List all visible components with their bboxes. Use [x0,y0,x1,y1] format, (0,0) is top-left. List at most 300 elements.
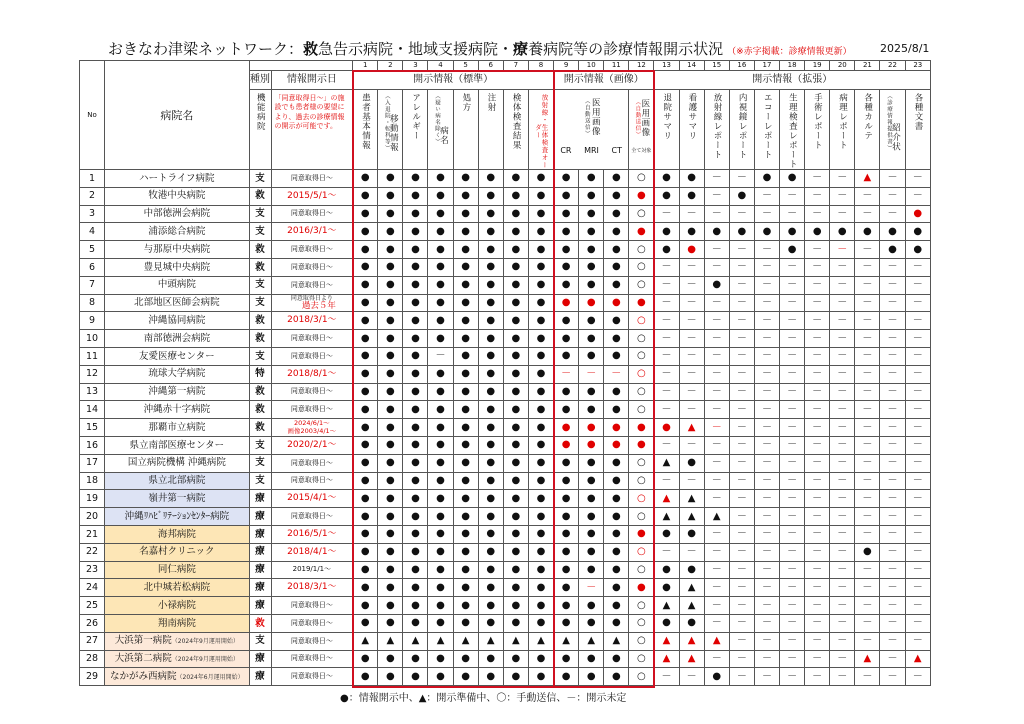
cell-col-23: ● [905,241,930,259]
cell-col-11: ● [604,436,629,454]
hospital-name-text: 那覇市立病院 [148,421,206,433]
cell-col-21: － [855,597,880,615]
cell-col-14: ● [679,241,704,259]
cell-col-14: ● [679,454,704,472]
cell-col-14: ▲ [679,490,704,508]
cell-col-9: ● [554,650,579,668]
disclosure-date [271,294,353,312]
cell-col-6: ● [478,365,503,383]
cell-col-6: ● [478,525,503,543]
cell-col-1: ● [353,543,378,561]
hospital-name-text: 県立北部病院 [148,475,206,487]
cell-col-8: ● [528,614,553,632]
hospital-type: 支 [249,472,271,490]
cell-col-12: ○ [629,490,654,508]
cell-col-5: ● [453,650,478,668]
cell-col-10: ● [579,205,604,223]
cell-col-4: ● [428,668,453,686]
cell-col-9: ● [554,383,579,401]
table-row [80,258,931,276]
cell-col-10: ● [579,543,604,561]
col-number-15: 15 [704,61,729,71]
disclosure-date: 同意取得日〜 [271,454,353,472]
hospital-name [105,614,249,632]
cell-col-11: ● [604,223,629,241]
cell-col-18: － [780,597,805,615]
disclosure-date: 同意取得日〜 [271,347,353,365]
cell-col-22: － [880,419,905,437]
hospital-name [105,401,249,419]
cell-col-9: ● [554,187,579,205]
cell-col-22: － [880,401,905,419]
cell-col-13: － [654,258,679,276]
cell-col-19: － [805,312,830,330]
cell-col-16: － [729,347,754,365]
cell-col-18: － [780,490,805,508]
cell-col-2: ● [378,579,403,597]
cell-col-19: － [805,454,830,472]
row-number: 13 [80,383,105,401]
hospital-type: 療 [249,508,271,526]
cell-col-7: ● [503,490,528,508]
cell-col-5: ● [453,241,478,259]
cell-col-2: ● [378,436,403,454]
cell-col-4: ● [428,258,453,276]
cell-col-6: ● [478,454,503,472]
cell-col-7: ● [503,330,528,348]
hospital-name-text: 琉球大学病院 [148,368,206,380]
cell-col-20: － [830,543,855,561]
cell-col-23: － [905,330,930,348]
cell-col-21: － [855,312,880,330]
cell-col-4: ● [428,419,453,437]
cell-col-2: ● [378,543,403,561]
cell-col-7: ● [503,508,528,526]
cell-col-23: － [905,632,930,650]
cell-col-15: ● [704,223,729,241]
hospital-type: 支 [249,454,271,472]
cell-col-13: ● [654,223,679,241]
col-number-6: 6 [478,61,503,71]
cell-col-3: ● [403,668,428,686]
row-number: 25 [80,597,105,615]
disclosure-date-line-1: 同意取得日より [290,294,333,302]
cell-col-22: － [880,187,905,205]
cell-col-19: － [805,383,830,401]
hospital-name-text: 嶺井第一病院 [148,492,206,504]
cell-col-9: ● [554,668,579,686]
cell-col-10: ● [579,561,604,579]
col-number-16: 16 [729,61,754,71]
cell-col-1: ● [353,579,378,597]
cell-col-13: ▲ [654,650,679,668]
cell-col-14: ▲ [679,597,704,615]
cell-col-21: － [855,419,880,437]
cell-col-12: ● [629,187,654,205]
cell-col-11: ● [604,561,629,579]
table-row [80,614,931,632]
cell-col-14: － [679,294,704,312]
header-date-note: 「同意取得日〜」の施設でも患者様の要望により、過去の診療情報の開示が可能です。 [271,90,353,170]
cell-col-10: ● [579,223,604,241]
col-radiology-report: 放射線レポート [711,93,722,160]
hospital-type: 救 [249,383,271,401]
cell-col-22: ● [880,223,905,241]
cell-col-16: ● [729,223,754,241]
cell-col-2: ● [378,454,403,472]
cell-col-10: ● [579,668,604,686]
cell-col-3: ● [403,223,428,241]
cell-col-15: － [704,241,729,259]
cell-col-14: ▲ [679,650,704,668]
header-type: 種別 [249,71,271,90]
cell-col-15: － [704,472,729,490]
cell-col-5: ● [453,170,478,188]
row-number: 7 [80,276,105,294]
cell-col-19: － [805,472,830,490]
cell-col-8: ● [528,294,553,312]
hospital-name-text: 浦添総合病院 [148,226,206,238]
legend: ●：情報開示中、▲：開示準備中、〇：手動送信、－：開示未定 [340,693,627,704]
page-title [108,38,852,59]
hospital-name [105,490,249,508]
cell-col-8: ● [528,436,553,454]
hospital-name-note: （2024年6月運用開始） [176,673,244,681]
cell-col-4: ● [428,170,453,188]
cell-col-5: ● [453,472,478,490]
cell-col-3: ● [403,187,428,205]
cell-col-20: － [830,650,855,668]
cell-col-17: － [754,347,779,365]
cell-col-12: ○ [629,597,654,615]
cell-col-5: ● [453,294,478,312]
cell-col-11: ● [604,258,629,276]
cell-col-21: － [855,241,880,259]
cell-col-1: ● [353,330,378,348]
cell-col-7: ● [503,597,528,615]
cell-col-9: － [554,365,579,383]
cell-col-3: ● [403,205,428,223]
cell-col-20: － [830,508,855,526]
row-number: 20 [80,508,105,526]
cell-col-11: ● [604,525,629,543]
cell-col-12: ○ [629,650,654,668]
cell-col-1: ● [353,614,378,632]
col-pathology-report: 病理レポート [837,93,848,150]
table-row [80,543,931,561]
cell-col-2: ● [378,383,403,401]
cell-col-11: ● [604,614,629,632]
cell-col-13: ▲ [654,490,679,508]
cell-col-4: ● [428,579,453,597]
cell-col-11: ● [604,472,629,490]
cell-col-8: ● [528,365,553,383]
cell-col-2: ● [378,419,403,437]
cell-col-7: ● [503,223,528,241]
hospital-name [105,365,249,383]
cell-col-8: ● [528,170,553,188]
cell-col-16: － [729,436,754,454]
cell-col-21: － [855,454,880,472]
cell-col-10: ● [579,187,604,205]
cell-col-16: － [729,650,754,668]
cell-col-3: ● [403,419,428,437]
cell-col-22: － [880,650,905,668]
col-medical-image: 医用画像 [590,98,601,136]
cell-col-17: － [754,579,779,597]
cell-col-5: ● [453,579,478,597]
cell-col-20: － [830,472,855,490]
cell-col-15: － [704,312,729,330]
row-number: 11 [80,347,105,365]
cell-col-13: － [654,276,679,294]
cell-col-16: － [729,383,754,401]
col-number-8: 8 [528,61,553,71]
cell-col-13: － [654,365,679,383]
cell-col-23: － [905,401,930,419]
hospital-name-text: 大浜第二病院 [114,653,172,665]
cell-col-8: ● [528,312,553,330]
row-number: 4 [80,223,105,241]
cell-col-8: ● [528,668,553,686]
cell-col-4: ● [428,436,453,454]
table-row [80,472,931,490]
cell-col-17: － [754,365,779,383]
cell-col-13: ▲ [654,508,679,526]
cell-col-16: － [729,205,754,223]
disclosure-date-line-2: 過去５年 [301,300,336,311]
title-bold-2: 療 [513,40,529,58]
cell-col-14: － [679,312,704,330]
cell-col-16: － [729,401,754,419]
table-row [80,170,931,188]
cell-col-3: ▲ [403,632,428,650]
row-number: 19 [80,490,105,508]
cell-col-14: ● [679,525,704,543]
cell-col-1: ● [353,490,378,508]
cell-col-4: ● [428,241,453,259]
cell-col-17: － [754,276,779,294]
cell-col-23: － [905,561,930,579]
cell-col-15: － [704,561,729,579]
cell-col-3: ● [403,561,428,579]
cell-col-22: － [880,597,905,615]
cell-col-2: ● [378,401,403,419]
cell-col-22: － [880,472,905,490]
cell-col-9: ● [554,597,579,615]
cell-col-11: ● [604,383,629,401]
cell-col-1: ● [353,294,378,312]
cell-col-2: ● [378,668,403,686]
cell-col-19: － [805,436,830,454]
cell-col-10: ● [579,419,604,437]
cell-col-17: ● [754,170,779,188]
cell-col-15: － [704,170,729,188]
cell-col-3: ● [403,490,428,508]
cell-col-11: ● [604,347,629,365]
cell-col-13: ● [654,241,679,259]
disclosure-date: 2018/3/1〜 [271,312,353,330]
cell-col-16: － [729,294,754,312]
cell-col-23: ▲ [905,650,930,668]
hospital-name [105,170,249,188]
table-row [80,597,931,615]
table-row [80,508,931,526]
cell-col-17: － [754,525,779,543]
cell-col-21: － [855,187,880,205]
cell-col-3: ● [403,543,428,561]
hospital-name [105,525,249,543]
cell-col-15: － [704,579,729,597]
hospital-name-text: ハートライフ病院 [139,172,215,184]
cell-col-1: ● [353,419,378,437]
cell-col-17: － [754,419,779,437]
cell-col-18: ● [780,241,805,259]
cell-col-2: ● [378,597,403,615]
cell-col-14: － [679,472,704,490]
hospital-name-text: なかがみ西病院 [110,670,177,682]
hospital-name [105,223,249,241]
disclosure-date: 2019/1/1〜 [271,561,353,579]
cell-col-1: ● [353,187,378,205]
cell-col-21: － [855,276,880,294]
hospital-type: 療 [249,650,271,668]
disclosure-date: 2015/4/1〜 [271,490,353,508]
cell-col-17: － [754,508,779,526]
cell-col-21: － [855,632,880,650]
cell-col-14: － [679,668,704,686]
hospital-type: 支 [249,170,271,188]
cell-col-15: － [704,205,729,223]
cell-col-17: － [754,187,779,205]
cell-col-5: ● [453,525,478,543]
cell-col-17: － [754,543,779,561]
cell-col-21: － [855,472,880,490]
cell-col-1: ● [353,561,378,579]
cell-col-20: － [830,365,855,383]
cell-col-17: － [754,472,779,490]
cell-col-5: ● [453,454,478,472]
cell-col-23: － [905,525,930,543]
cell-col-4: ● [428,205,453,223]
cell-col-22: － [880,561,905,579]
col-movement: 移動情報 [388,113,399,152]
cell-col-6: ● [478,579,503,597]
cell-col-17: － [754,294,779,312]
cell-col-20: － [830,490,855,508]
cell-col-9: ● [554,561,579,579]
cell-col-16: － [729,668,754,686]
cell-col-22: － [880,330,905,348]
cell-col-22: － [880,205,905,223]
cell-col-4: ● [428,312,453,330]
cell-col-13: － [654,294,679,312]
cell-col-9: ● [554,454,579,472]
cell-col-19: － [805,614,830,632]
cell-col-5: ● [453,383,478,401]
cell-col-18: － [780,543,805,561]
cell-col-11: ● [604,543,629,561]
cell-col-16: ● [729,187,754,205]
cell-col-16: － [729,579,754,597]
cell-col-5: ● [453,597,478,615]
cell-col-21: － [855,579,880,597]
cell-col-12: ○ [629,205,654,223]
cell-col-18: － [780,205,805,223]
table-row [80,490,931,508]
row-number: 1 [80,170,105,188]
cell-col-21: ● [855,223,880,241]
cell-col-16: － [729,170,754,188]
cell-col-18: － [780,276,805,294]
hospital-type: 救 [249,241,271,259]
cell-col-6: ● [478,187,503,205]
cell-col-3: ● [403,597,428,615]
hospital-name [105,347,249,365]
cell-col-7: ● [503,365,528,383]
cell-col-19: － [805,330,830,348]
cell-col-20: － [830,436,855,454]
cell-col-13: － [654,347,679,365]
cell-col-21: － [855,365,880,383]
hospital-name [105,187,249,205]
cell-col-17: － [754,241,779,259]
cell-col-20: － [830,614,855,632]
row-number: 23 [80,561,105,579]
hospital-name-text: 翔南病院 [157,617,196,629]
disclosure-date: 同意取得日〜 [271,205,353,223]
cell-col-20: － [830,579,855,597]
col-number-12: 12 [629,61,654,71]
cell-col-3: ● [403,258,428,276]
cell-col-5: ● [453,508,478,526]
header-hospital-name: 病院名 [105,61,249,170]
header-disclosure-date: 情報開示日 [271,71,353,90]
row-number: 18 [80,472,105,490]
disclosure-date [271,419,353,437]
disclosure-date: 同意取得日〜 [271,668,353,686]
disclosure-date: 2018/3/1〜 [271,579,353,597]
disclosure-date: 同意取得日〜 [271,170,353,188]
hospital-name [105,383,249,401]
cell-col-8: ● [528,383,553,401]
cell-col-15: ● [704,276,729,294]
cell-col-18: － [780,187,805,205]
hospital-name [105,276,249,294]
cell-col-13: ● [654,561,679,579]
row-number: 22 [80,543,105,561]
disclosure-date: 同意取得日〜 [271,401,353,419]
cell-col-13: － [654,543,679,561]
col-cr: CR [560,146,572,155]
col-number-13: 13 [654,61,679,71]
cell-col-10: ● [579,347,604,365]
hospital-type: 療 [249,668,271,686]
disclosure-date: 同意取得日〜 [271,508,353,526]
cell-col-11: ● [604,597,629,615]
cell-col-12: ○ [629,632,654,650]
col-image-all-note: （自動送信） [634,98,641,138]
cell-col-12: ○ [629,241,654,259]
cell-col-9: ● [554,543,579,561]
cell-col-4: ● [428,472,453,490]
cell-col-16: － [729,241,754,259]
cell-col-18: － [780,294,805,312]
cell-col-1: ● [353,170,378,188]
table-row [80,632,931,650]
col-disease: 病名 [438,126,449,145]
cell-col-3: ● [403,170,428,188]
